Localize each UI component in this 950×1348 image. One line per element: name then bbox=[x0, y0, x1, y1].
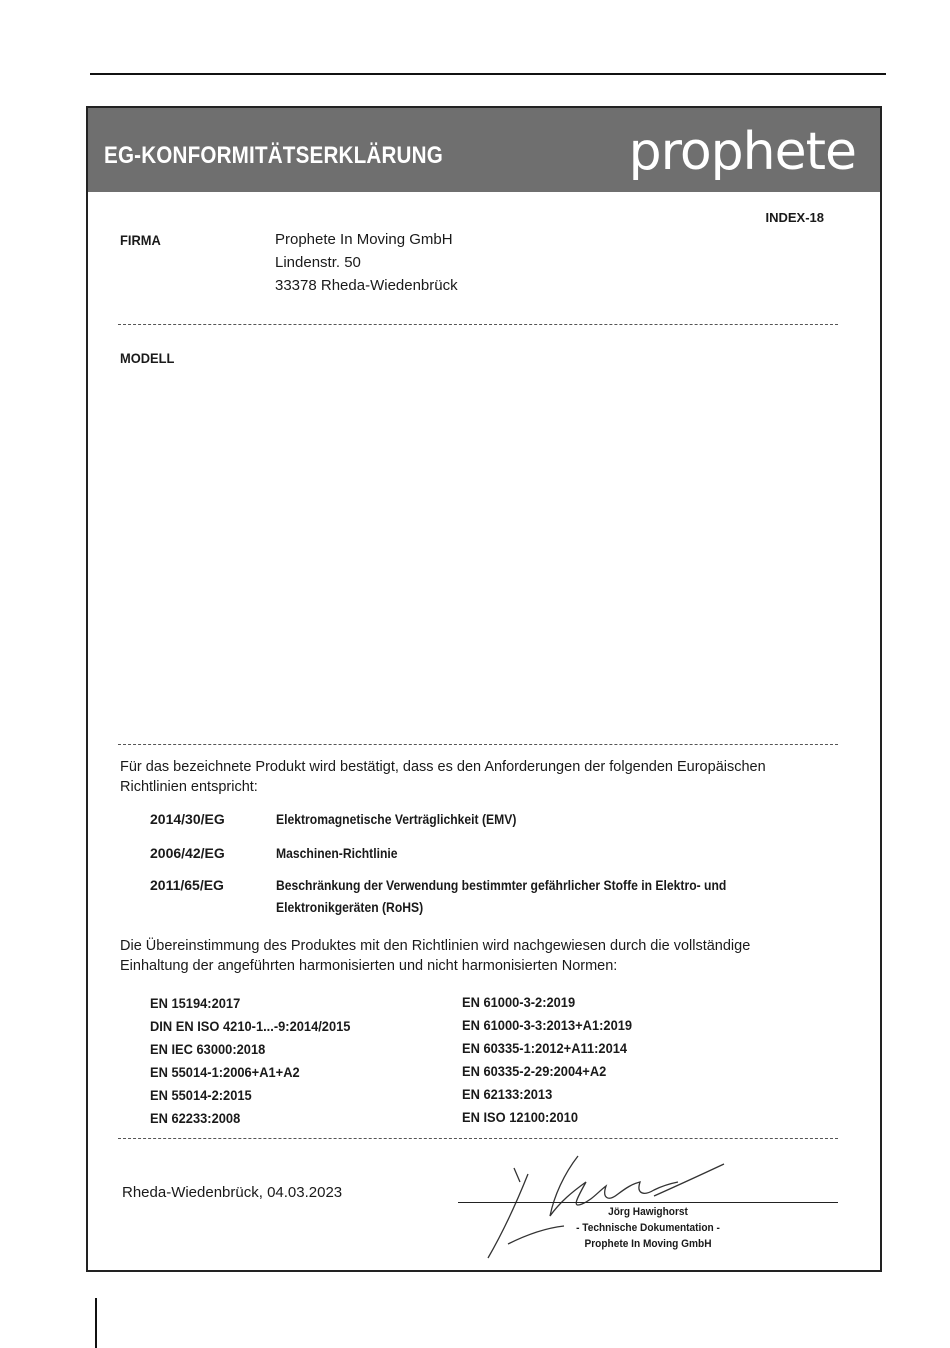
directive-code: 2006/42/EG bbox=[150, 845, 225, 861]
signatory-company: Prophete In Moving GmbH bbox=[584, 1238, 712, 1250]
document-title: EG-KONFORMITÄTSERKLÄRUNG bbox=[104, 142, 443, 169]
directive-code: 2014/30/EG bbox=[150, 811, 225, 827]
firma-address bbox=[275, 228, 458, 297]
standard-item: EN 62133:2013 bbox=[462, 1086, 553, 1102]
prophete-logo: prophete bbox=[628, 122, 856, 182]
standard-item: EN IEC 63000:2018 bbox=[150, 1041, 266, 1057]
directive-name: Maschinen-Richtlinie bbox=[276, 846, 398, 861]
street: Lindenstr. 50 bbox=[275, 254, 361, 271]
divider bbox=[118, 744, 838, 745]
place-date: Rheda-Wiedenbrück, 04.03.2023 bbox=[122, 1184, 343, 1201]
firma-label: FIRMA bbox=[120, 232, 161, 248]
standard-item: EN 60335-2-29:2004+A2 bbox=[462, 1063, 607, 1079]
standard-item: EN 60335-1:2012+A11:2014 bbox=[462, 1040, 628, 1056]
index-label: INDEX-18 bbox=[765, 210, 824, 225]
city: 33378 Rheda-Wiedenbrück bbox=[275, 277, 458, 294]
directive-name: Beschränkung der Verwendung bestimmter gefährlicher Stoffe in Elektro- und bbox=[276, 878, 727, 893]
company-name: Prophete In Moving GmbH bbox=[275, 231, 453, 248]
standard-item: EN 61000-3-2:2019 bbox=[462, 994, 576, 1010]
conformity-text: Die Übereinstimmung des Produktes mit den Richtlinien wird nachgewiesen durch die vollständige Einhaltung der angeführten harmonisierten und nicht harmonisierten Normen: bbox=[120, 938, 751, 974]
standards-left bbox=[150, 992, 368, 1130]
divider bbox=[118, 1138, 838, 1139]
directive-name-continued: Elektronikgeräten (RoHS) bbox=[276, 900, 424, 915]
declaration-frame bbox=[86, 106, 882, 1272]
signature-line bbox=[458, 1202, 838, 1203]
standard-item: EN 55014-2:2015 bbox=[150, 1087, 252, 1103]
standard-item: EN ISO 12100:2010 bbox=[462, 1109, 579, 1125]
standard-item: EN 15194:2017 bbox=[150, 995, 241, 1011]
header-banner bbox=[88, 108, 880, 192]
confirmation-text: Für das bezeichnete Produkt wird bestätigt, dass es den Anforderungen der folgenden Europäischen Richtlinien entspricht: bbox=[120, 759, 766, 795]
standard-item: EN 62233:2008 bbox=[150, 1110, 241, 1126]
page-margin-mark bbox=[95, 1298, 97, 1348]
signatory-name: Jörg Hawighorst bbox=[608, 1206, 688, 1218]
standard-item: DIN EN ISO 4210-1...-9:2014/2015 bbox=[150, 1018, 351, 1034]
modell-label: MODELL bbox=[120, 350, 175, 366]
top-rule bbox=[90, 73, 886, 75]
standard-item: EN 55014-1:2006+A1+A2 bbox=[150, 1064, 300, 1080]
directive-name: Elektromagnetische Verträglichkeit (EMV) bbox=[276, 812, 517, 827]
standards-right bbox=[462, 991, 647, 1129]
signatory-role: - Technische Dokumentation - bbox=[576, 1222, 720, 1234]
divider bbox=[118, 324, 838, 325]
directive-code: 2011/65/EG bbox=[150, 877, 224, 893]
standard-item: EN 61000-3-3:2013+A1:2019 bbox=[462, 1017, 633, 1033]
